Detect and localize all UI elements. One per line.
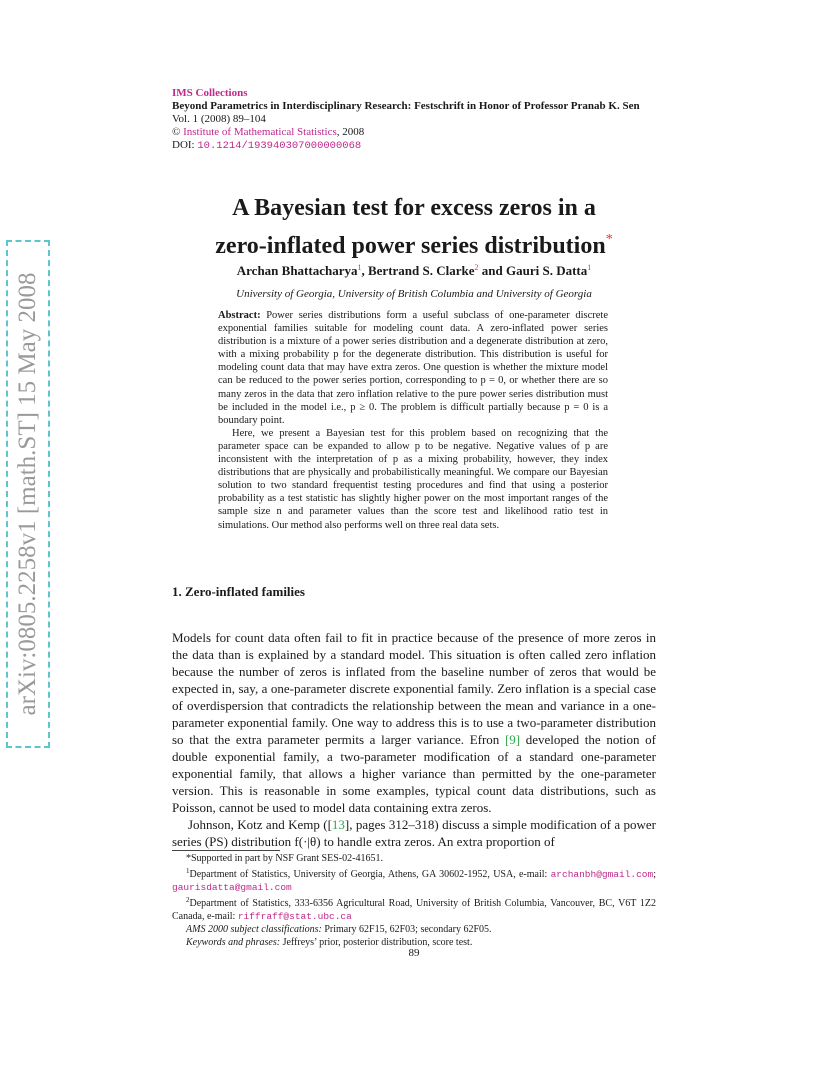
abstract-label: Abstract: bbox=[218, 310, 261, 321]
citation-13[interactable]: 13 bbox=[331, 817, 345, 832]
abstract-paragraph-2: Here, we present a Bayesian test for this problem based on recognizing that the parameter space can be expanded to allow p to be negative. Negative values of p are inconsistent with the interpretation of p as a mixing probability, however, they index distributions that are physically and probabilistically meaningful. We compare our Bayesian solution to two standard frequentist testing procedures and find that using a posterior probability as a test statistic has slightly higher power on the most important ranges of the sample size n and parameter values than the score test and likelihood ratio test in simulations. Our method also performs well on three real data sets. bbox=[218, 427, 608, 531]
title-line-1: A Bayesian test for excess zeros in a bbox=[232, 195, 596, 221]
book-title: Beyond Parametrics in Interdisciplinary Research: Festschrift in Honor of Professor Pranab K. Sen bbox=[172, 100, 640, 112]
affiliations: University of Georgia, University of British Columbia and University of Georgia bbox=[236, 288, 592, 300]
body-text bbox=[172, 629, 656, 850]
abstract bbox=[218, 309, 608, 532]
author-2-mark[interactable]: 2 bbox=[474, 263, 479, 272]
arxiv-identifier: arXiv:0805.2258v1 [math.ST] 15 May 2008 bbox=[14, 272, 41, 716]
doi-line bbox=[172, 139, 662, 153]
abstract-paragraph-1: Abstract: Power series distributions form a useful subclass of one-parameter discrete exponential families suitable for modeling count data. A zero-inflated power series distribution is a mixture of a power series distribution and a degenerate distribution at zero, with a mixing probability p for the degenerate distribution. This distribution is useful for modeling count data that may have extra zeros. One question is whether the mixture model can be reduced to the power series portion, corresponding to p = 0, or whether there are so many zeros in the data that zero inflation relative to the pure power series distribution must be included in the model i.e., p ≥ 0. The problem is difficult partially because p = 0 is a boundary point. bbox=[218, 310, 608, 426]
author-3-mark[interactable]: 1 bbox=[587, 263, 592, 272]
author-1-mark[interactable]: 1 bbox=[357, 263, 362, 272]
arxiv-side-stamp bbox=[6, 240, 50, 748]
section-heading: 1. Zero-inflated families bbox=[172, 584, 305, 599]
email-link-2[interactable]: gaurisdatta@gmail.com bbox=[172, 882, 292, 893]
body-paragraph-2: Johnson, Kotz and Kemp ([13], pages 312–318) discuss a simple modification of a power series (PS) distribution f(·|θ) to handle extra zeros. An extra proportion of bbox=[172, 817, 656, 849]
copyright-line bbox=[172, 126, 662, 139]
email-link-3[interactable]: riffraff@stat.ubc.ca bbox=[237, 911, 352, 922]
author-3: Gauri S. Datta bbox=[505, 263, 588, 278]
author-1: Archan Bhattacharya bbox=[236, 263, 358, 278]
footnotes bbox=[172, 852, 656, 949]
copyright-year: , 2008 bbox=[336, 126, 365, 138]
paper-title bbox=[100, 192, 728, 262]
author-2: Bertrand S. Clarke bbox=[367, 263, 475, 278]
journal-header bbox=[172, 87, 662, 153]
footnote-2: $^2$Department of Statistics, 333-6356 Agricultural Road, University of British Columbia, Vancouver, BC, V6T 1Z2 Canada, e-mail: riffraff@stat.ubc.ca bbox=[172, 896, 656, 922]
title-footnote-mark[interactable]: * bbox=[605, 232, 613, 247]
footnote-rule bbox=[172, 850, 280, 851]
title-line-2: zero-inflated power series distribution* bbox=[215, 232, 613, 259]
keywords: Keywords and phrases: Jeffreys’ prior, posterior distribution, score test. bbox=[186, 937, 473, 948]
footnote-1: $^1$Department of Statistics, University of Georgia, Athens, GA 30602-1952, USA, e-mail: archanbh@gmail.com; gaurisdatta@gmail.com bbox=[172, 867, 656, 893]
page-number: 89 bbox=[408, 947, 420, 959]
email-link-1[interactable]: archanbh@gmail.com bbox=[550, 869, 654, 880]
copyright-symbol: © bbox=[172, 126, 181, 138]
doi-link[interactable]: 10.1214/193940307000000068 bbox=[197, 140, 362, 152]
author-list: Archan Bhattacharya$^1$, Bertrand S. Clarke$^2$ and Gauri S. Datta$^1$ bbox=[236, 263, 592, 278]
doi-label: DOI: bbox=[172, 139, 198, 151]
ams-classification: AMS 2000 subject classifications: Primary 62F15, 62F03; secondary 62F05. bbox=[186, 924, 492, 935]
publisher-link[interactable]: Institute of Mathematical Statistics bbox=[183, 126, 337, 138]
volume-info: Vol. 1 (2008) 89–104 bbox=[172, 113, 266, 125]
series-name[interactable]: IMS Collections bbox=[172, 87, 248, 99]
body-paragraph-1: Models for count data often fail to fit in practice because of the presence of more zeros in the data than is explained by a standard model. This situation is often called zero inflation because the number of zeros is inflated from the baseline number of zeros that would be expected in, say, a one-parameter discrete exponential family. Zero inflation is a special case of overdispersion that contradicts the relationship between the mean and variance in a one-parameter exponential family. One way to address this is to use a two-parameter distribution so that the extra parameter permits a larger variance. Efron [9] developed the notion of double exponential family, a two-parameter modification of a standard one-parameter exponential family, that allows a higher variance than permitted by the one-parameter version. This is reasonable in some examples, typical count data distributions, such as Poisson, cannot be used to model data containing extra zeros. bbox=[172, 630, 657, 815]
footnote-funding: *Supported in part by NSF Grant SES-02-41651. bbox=[186, 853, 383, 864]
citation-9[interactable]: [9] bbox=[504, 732, 521, 747]
